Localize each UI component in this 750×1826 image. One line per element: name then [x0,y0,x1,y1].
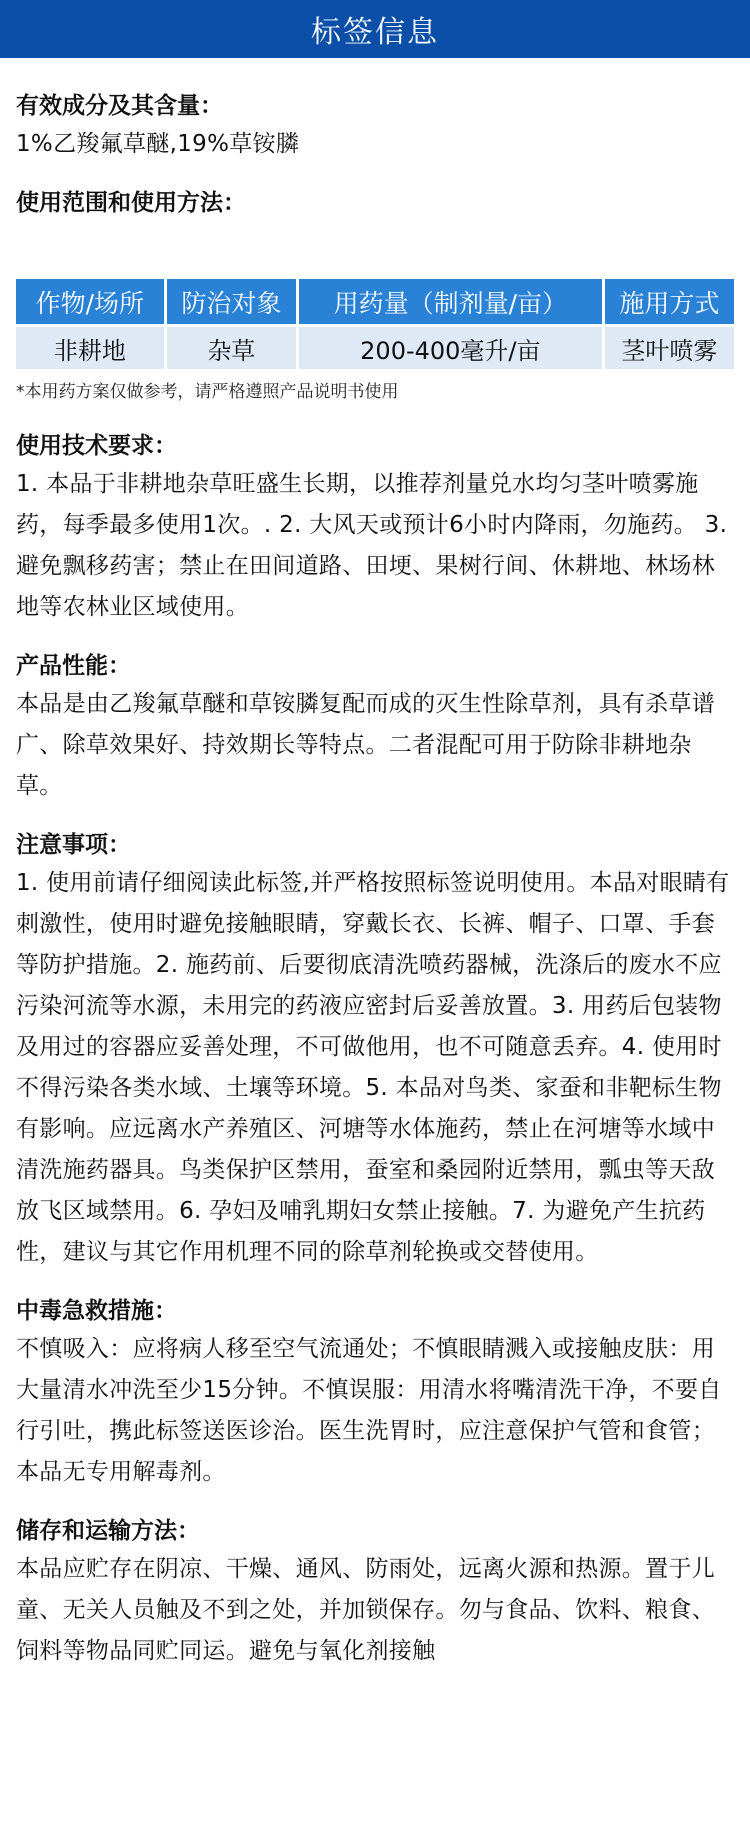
page-title: 标签信息 [311,15,439,50]
table-row [16,327,734,369]
precautions-body: 1. 使用前请仔细阅读此标签,并严格按照标签说明使用。本品对眼睛有刺激性，使用时避免接触眼睛，穿戴长衣、长裤、帽子、口罩、手套等防护措施。2. 施药前、后要彻底清洗喷药器械，洗涤后的废水不应污染河流等水源，未用完的药液应密封后妥善放置。3. 用药后包装物及用过的容器应妥善处理，不可做他用，也不可随意丢弃。4. 使用时不得污染各类水域、土壤等环境。5. 本品对鸟类、家蚕和非靶标生物有影响。应远离水产养殖区、河塘等水体施药，禁止在河塘等水域中清洗施药器具。鸟类保护区禁用，蚕室和桑园附近禁用，瓢虫等天敌放飞区域禁用。6. 孕妇及哺乳期妇女禁止接触。7. 为避免产生抗药性，建议与其它作用机理不同的除草剂轮换或交替使用。 [16,870,730,1265]
precautions-title: 注意事项： [16,832,131,858]
usage-table [13,279,737,369]
storage-title: 储存和运输方法： [16,1518,200,1544]
requirements-section [16,428,734,628]
performance-section [16,648,734,807]
requirements-title: 使用技术要求： [16,433,177,459]
usage-table-header-row [16,279,734,327]
usage-note: *本用药方案仅做参考，请严格遵照产品说明书使用 [16,382,399,402]
first-aid-title: 中毒急救措施： [16,1298,177,1324]
storage-body: 本品应贮存在阴凉、干燥、通风、防雨处，远离火源和热源。置于儿童、无关人员触及不到之处，并加锁保存。勿与食品、饮料、粮食、饲料等物品同贮同运。避免与氧化剂接触 [16,1556,715,1664]
label-content [0,58,750,1672]
ingredients-title: 有效成分及其含量： [16,93,223,119]
column-header-crop: 作物/场所 [16,279,164,327]
page-header [0,0,750,58]
cell-crop: 非耕地 [16,327,164,369]
cell-method: 茎叶喷雾 [605,327,734,369]
cell-dosage: 200-400毫升/亩 [299,327,602,369]
column-header-dosage: 用药量（制剂量/亩） [299,279,602,327]
precautions-section [16,827,734,1273]
storage-section [16,1513,734,1672]
ingredients-body: 1%乙羧氟草醚,19%草铵膦 [16,131,300,157]
usage-title: 使用范围和使用方法： [16,190,246,216]
column-header-target: 防治对象 [167,279,296,327]
column-header-method: 施用方式 [605,279,734,327]
cell-target: 杂草 [167,327,296,369]
first-aid-body: 不慎吸入：应将病人移至空气流通处；不慎眼睛溅入或接触皮肤：用大量清水冲洗至少15分钟。不慎误服：用清水将嘴清洗干净，不要自行引吐，携此标签送医诊治。医生洗胃时，应注意保护气管和食管；本品无专用解毒剂。 [16,1336,722,1485]
usage-section [16,185,734,402]
performance-title: 产品性能： [16,653,131,679]
ingredients-section [16,88,734,165]
first-aid-section [16,1293,734,1493]
requirements-body: 1. 本品于非耕地杂草旺盛生长期，以推荐剂量兑水均匀茎叶喷雾施药，每季最多使用1次。. 2. 大风天或预计6小时内降雨，勿施药。 3. 避免飘移药害；禁止在田间道路、田埂、果树行间、休耕地、林场林地等农林业区域使用。 [16,471,728,620]
performance-body: 本品是由乙羧氟草醚和草铵膦复配而成的灭生性除草剂，具有杀草谱广、除草效果好、持效期长等特点。二者混配可用于防除非耕地杂草。 [16,691,715,799]
